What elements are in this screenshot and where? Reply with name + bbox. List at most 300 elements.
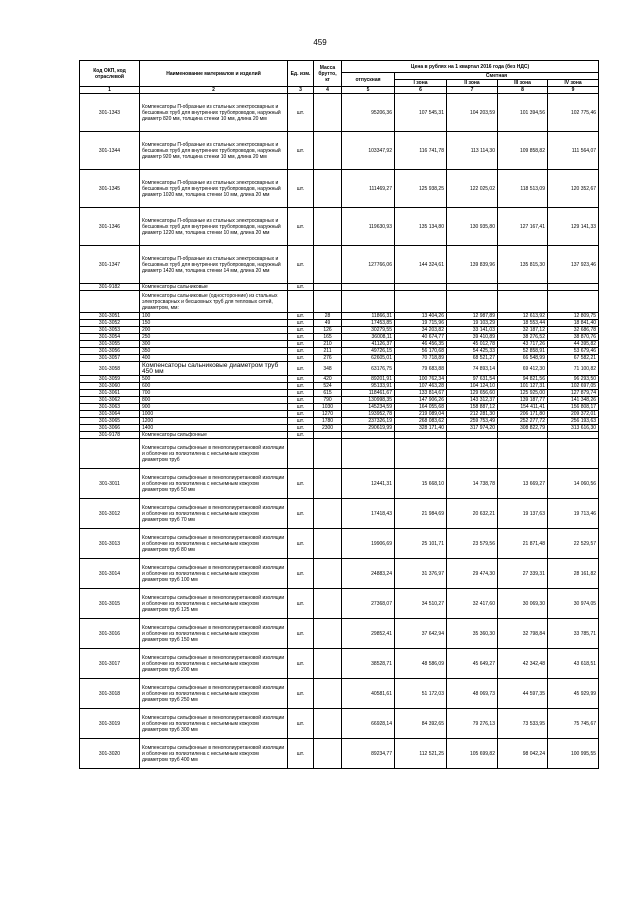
cell-zone1-price <box>395 284 447 291</box>
cell-name: Компенсаторы П-образные из стальных электросварных и бесшовных труб для внутренних трубопроводов, наружный диаметр 1220 мм, толщина стенки 10 мм, длина 20 мм <box>140 208 288 246</box>
cell-code: 301-3065 <box>80 418 140 425</box>
cell-zone3-price: 38 276,52 <box>498 334 548 341</box>
cell-unit: шт. <box>288 132 314 170</box>
cell-mass: 1030 <box>314 404 342 411</box>
cell-unit: шт. <box>288 170 314 208</box>
cell-unit: шт. <box>288 709 314 739</box>
cell-zone1-price: 13 404,26 <box>395 313 447 320</box>
cell-zone1-price: 34 203,82 <box>395 327 447 334</box>
cell-zone3-price: 98 042,24 <box>498 739 548 769</box>
cell-zone1-price: 133 814,67 <box>395 390 447 397</box>
cell-zone3-price: 135 815,30 <box>498 246 548 284</box>
cell-code: 301-1347 <box>80 246 140 284</box>
cell-mass: 1270 <box>314 411 342 418</box>
table-row <box>80 383 599 390</box>
cell-name: Компенсаторы сильфонные в пенополиуретановой изоляции и оболочке из полиэтилена с несъемным кожухом диаметром труб 300 мм <box>140 709 288 739</box>
cell-zone1-price: 40 674,77 <box>395 334 447 341</box>
cell-name: 800 <box>140 397 288 404</box>
cell-name: Компенсаторы П-образные из стальных электросварных и бесшовных труб для внутренних трубопроводов, наружный диаметр 920 мм, толщина стенки 10 мм, длина 20 мм <box>140 132 288 170</box>
cell-zone4-price: 156 808,17 <box>548 404 599 411</box>
cell-zone2-price: 39 410,89 <box>447 334 498 341</box>
cell-code: 301-1345 <box>80 170 140 208</box>
column-number: 7 <box>447 87 498 94</box>
table-row <box>80 739 599 769</box>
column-number: 5 <box>342 87 395 94</box>
cell-code: 301-3019 <box>80 709 140 739</box>
cell-zone4-price: 129 141,33 <box>548 208 599 246</box>
cell-name: 400 <box>140 355 288 362</box>
cell-zone3-price <box>498 284 548 291</box>
cell-code: 301-3014 <box>80 559 140 589</box>
cell-zone1-price: 56 170,68 <box>395 348 447 355</box>
column-number: 1 <box>80 87 140 94</box>
cell-mass: 165 <box>314 334 342 341</box>
table-row <box>80 362 599 376</box>
cell-release-price: 41126,37 <box>342 341 395 348</box>
table-row <box>80 355 599 362</box>
cell-zone3-price: 18 553,44 <box>498 320 548 327</box>
cell-mass <box>314 246 342 284</box>
table-row <box>80 499 599 529</box>
cell-release-price: 119630,93 <box>342 208 395 246</box>
cell-zone2-price: 35 360,30 <box>447 619 498 649</box>
cell-code: 301-1346 <box>80 208 140 246</box>
cell-unit: шт. <box>288 383 314 390</box>
header-name: Наименование материалов и изделий <box>140 61 288 87</box>
cell-zone1-price: 164 055,68 <box>395 404 447 411</box>
header-price-group: Цена в рублях на 1 квартал 2016 года (без НДС) <box>342 61 599 73</box>
cell-zone1-price <box>395 439 447 469</box>
cell-mass <box>314 170 342 208</box>
cell-zone4-price: 44 395,82 <box>548 341 599 348</box>
cell-name: Компенсаторы сильфонные в пенополиуретановой изоляции и оболочке из полиэтилена с несъемным кожухом диаметром труб 125 мм <box>140 589 288 619</box>
cell-mass: 49 <box>314 320 342 327</box>
cell-mass <box>314 529 342 559</box>
cell-release-price: 12441,31 <box>342 469 395 499</box>
cell-zone4-price: 100 995,55 <box>548 739 599 769</box>
header-zone-2: II зона <box>447 80 498 87</box>
cell-zone4-price: 102 697,05 <box>548 383 599 390</box>
cell-zone1-price: 135 134,80 <box>395 208 447 246</box>
cell-mass <box>314 439 342 469</box>
table-row <box>80 559 599 589</box>
cell-zone1-price: 116 741,78 <box>395 132 447 170</box>
table-row <box>80 529 599 559</box>
cell-unit: шт. <box>288 246 314 284</box>
cell-zone4-price: 102 775,46 <box>548 94 599 132</box>
cell-code: 301-3015 <box>80 589 140 619</box>
cell-unit: шт. <box>288 404 314 411</box>
cell-mass <box>314 709 342 739</box>
cell-mass <box>314 649 342 679</box>
cell-zone1-price: 147 906,26 <box>395 397 447 404</box>
cell-code: 301-3020 <box>80 739 140 769</box>
cell-release-price: 19906,69 <box>342 529 395 559</box>
cell-zone4-price: 53 679,46 <box>548 348 599 355</box>
cell-name: Компенсаторы сильфонные в пенополиуретановой изоляции и оболочке из полиэтилена с несъемным кожухом диаметром труб 400 мм <box>140 739 288 769</box>
cell-zone2-price: 104 203,59 <box>447 94 498 132</box>
cell-code: 301-3054 <box>80 334 140 341</box>
cell-name: 1000 <box>140 411 288 418</box>
table-row <box>80 709 599 739</box>
cell-release-price: 38528,71 <box>342 649 395 679</box>
cell-unit: шт. <box>288 341 314 348</box>
cell-zone2-price: 317 974,20 <box>447 425 498 432</box>
cell-release-price: 89201,91 <box>342 376 395 383</box>
cell-name: Компенсаторы сальниковые (односторонние) из стальных электросварных и бесшовных труб для тепловых сетей, диаметром, мм: <box>140 291 288 313</box>
cell-unit: шт. <box>288 362 314 376</box>
cell-unit: шт. <box>288 355 314 362</box>
cell-zone3-price <box>498 291 548 313</box>
cell-zone2-price: 79 276,13 <box>447 709 498 739</box>
cell-zone3-price: 13 669,27 <box>498 469 548 499</box>
cell-unit: шт. <box>288 348 314 355</box>
cell-release-price: 193952,78 <box>342 411 395 418</box>
cell-code: 301-3012 <box>80 499 140 529</box>
cell-zone2-price: 33 141,03 <box>447 327 498 334</box>
cell-zone1-price: 107 545,31 <box>395 94 447 132</box>
cell-code <box>80 439 140 469</box>
cell-code: 301-3062 <box>80 397 140 404</box>
cell-zone1-price: 112 521,25 <box>395 739 447 769</box>
cell-zone4-price: 32 686,78 <box>548 327 599 334</box>
header-zone-3: III зона <box>498 80 548 87</box>
cell-zone3-price <box>498 439 548 469</box>
cell-zone3-price: 43 717,26 <box>498 341 548 348</box>
cell-zone4-price: 18 841,40 <box>548 320 599 327</box>
cell-code: 301-3017 <box>80 649 140 679</box>
header-mass: Масса брутто, кг <box>314 61 342 87</box>
cell-zone2-price: 129 656,60 <box>447 390 498 397</box>
cell-zone1-price: 107 463,28 <box>395 383 447 390</box>
cell-zone4-price: 209 372,01 <box>548 411 599 418</box>
cell-unit: шт. <box>288 208 314 246</box>
cell-zone1-price: 268 083,62 <box>395 418 447 425</box>
cell-zone1-price: 84 392,65 <box>395 709 447 739</box>
table-row <box>80 327 599 334</box>
cell-zone3-price: 101 394,56 <box>498 94 548 132</box>
cell-mass <box>314 589 342 619</box>
header-release: отпускная <box>342 73 395 87</box>
cell-unit <box>288 439 314 469</box>
cell-name: Компенсаторы сильфонные в пенополиуретановой изоляции и оболочке из полиэтилена с несъемным кожухом диаметром труб 150 мм <box>140 619 288 649</box>
cell-zone3-price: 30 069,30 <box>498 589 548 619</box>
cell-zone4-price: 19 713,46 <box>548 499 599 529</box>
header-estimate: Сметная <box>395 73 599 80</box>
cell-zone2-price <box>447 432 498 439</box>
cell-mass <box>314 432 342 439</box>
cell-zone2-price: 23 579,56 <box>447 529 498 559</box>
cell-zone4-price <box>548 291 599 313</box>
table-row <box>80 589 599 619</box>
cell-name: Компенсаторы сильфонные в пенополиуретановой изоляции и оболочке из полиэтилена с несъемным кожухом диаметром труб 70 мм <box>140 499 288 529</box>
table-row <box>80 208 599 246</box>
cell-zone3-price: 118 513,09 <box>498 170 548 208</box>
cell-zone2-price: 14 738,78 <box>447 469 498 499</box>
cell-zone1-price: 19 715,96 <box>395 320 447 327</box>
cell-release-price: 103347,92 <box>342 132 395 170</box>
cell-release-price: 95206,36 <box>342 94 395 132</box>
cell-unit: шт. <box>288 320 314 327</box>
cell-zone3-price: 94 821,56 <box>498 376 548 383</box>
table-row <box>80 411 599 418</box>
cell-zone3-price: 109 858,82 <box>498 132 548 170</box>
cell-zone2-price: 139 839,96 <box>447 246 498 284</box>
cell-zone2-price: 105 699,82 <box>447 739 498 769</box>
cell-release-price: 63176,75 <box>342 362 395 376</box>
cell-zone1-price: 70 718,89 <box>395 355 447 362</box>
cell-mass <box>314 94 342 132</box>
cell-zone2-price: 45 649,27 <box>447 649 498 679</box>
cell-mass: 790 <box>314 397 342 404</box>
cell-unit: шт. <box>288 529 314 559</box>
cell-zone2-price: 20 632,21 <box>447 499 498 529</box>
cell-name: 1400 <box>140 425 288 432</box>
cell-unit: шт. <box>288 432 314 439</box>
cell-zone2-price: 54 425,33 <box>447 348 498 355</box>
cell-zone3-price: 12 613,92 <box>498 313 548 320</box>
cell-release-price: 30279,55 <box>342 327 395 334</box>
cell-mass: 2300 <box>314 425 342 432</box>
cell-zone1-price: 328 171,40 <box>395 425 447 432</box>
page-number: 459 <box>313 38 327 47</box>
cell-zone4-price: 12 809,75 <box>548 313 599 320</box>
cell-release-price: 36008,11 <box>342 334 395 341</box>
cell-mass <box>314 619 342 649</box>
cell-zone2-price: 259 753,49 <box>447 418 498 425</box>
table-row <box>80 334 599 341</box>
table-row <box>80 170 599 208</box>
cell-zone4-price: 28 161,82 <box>548 559 599 589</box>
cell-zone4-price: 75 745,67 <box>548 709 599 739</box>
cell-release-price <box>342 432 395 439</box>
cell-zone2-price: 113 114,30 <box>447 132 498 170</box>
cell-zone3-price: 73 533,95 <box>498 709 548 739</box>
cell-unit: шт. <box>288 327 314 334</box>
table-row <box>80 94 599 132</box>
cell-zone4-price <box>548 432 599 439</box>
column-number: 6 <box>395 87 447 94</box>
cell-zone2-price: 212 281,30 <box>447 411 498 418</box>
cell-name: 300 <box>140 341 288 348</box>
cell-zone2-price: 29 474,30 <box>447 559 498 589</box>
cell-release-price: 145234,59 <box>342 404 395 411</box>
table-row <box>80 284 599 291</box>
cell-zone3-price: 52 858,91 <box>498 348 548 355</box>
header-code: Код ОКП, код отраслевой <box>80 61 140 87</box>
column-number: 3 <box>288 87 314 94</box>
cell-zone2-price: 12 987,89 <box>447 313 498 320</box>
cell-unit: шт. <box>288 499 314 529</box>
column-number: 9 <box>548 87 599 94</box>
cell-release-price <box>342 439 395 469</box>
cell-zone4-price: 141 348,26 <box>548 397 599 404</box>
cell-code: 301-1344 <box>80 132 140 170</box>
cell-code: 301-3066 <box>80 425 140 432</box>
cell-name: Компенсаторы П-образные из стальных электросварных и бесшовных труб для внутренних трубопроводов, наружный диаметр 1020 мм, толщина стенки 10 мм, длина 20 мм <box>140 170 288 208</box>
cell-zone4-price <box>548 439 599 469</box>
table-row <box>80 418 599 425</box>
cell-zone4-price: 43 618,51 <box>548 649 599 679</box>
cell-code: 301-1343 <box>80 94 140 132</box>
cell-zone4-price: 96 293,50 <box>548 376 599 383</box>
cell-zone2-price: 48 069,73 <box>447 679 498 709</box>
cell-zone4-price: 14 060,56 <box>548 469 599 499</box>
cell-name: Компенсаторы сальниковые диаметром труб 450 мм <box>140 362 288 376</box>
table-row <box>80 246 599 284</box>
cell-zone2-price: 32 417,60 <box>447 589 498 619</box>
cell-zone4-price: 30 974,05 <box>548 589 599 619</box>
cell-zone1-price: 37 642,94 <box>395 619 447 649</box>
cell-name: 250 <box>140 334 288 341</box>
column-number: 2 <box>140 87 288 94</box>
table-row <box>80 320 599 327</box>
cell-code: 301-3059 <box>80 376 140 383</box>
cell-release-price: 130998,35 <box>342 397 395 404</box>
cell-zone3-price: 32 798,84 <box>498 619 548 649</box>
cell-release-price: 49726,15 <box>342 348 395 355</box>
cell-unit: шт. <box>288 376 314 383</box>
table-row <box>80 397 599 404</box>
cell-zone4-price: 71 100,82 <box>548 362 599 376</box>
cell-code <box>80 291 140 313</box>
cell-code: 301-3057 <box>80 355 140 362</box>
header-unit: Ед. изм. <box>288 61 314 87</box>
header-zone-4: IV зона <box>548 80 599 87</box>
cell-code: 301-3064 <box>80 411 140 418</box>
cell-release-price: 17418,43 <box>342 499 395 529</box>
cell-name: 100 <box>140 313 288 320</box>
cell-zone2-price: 97 631,54 <box>447 376 498 383</box>
cell-unit: шт. <box>288 739 314 769</box>
table-row <box>80 679 599 709</box>
cell-unit: шт. <box>288 313 314 320</box>
cell-zone4-price: 256 193,63 <box>548 418 599 425</box>
cell-unit <box>288 291 314 313</box>
cell-zone1-price: 100 762,34 <box>395 376 447 383</box>
cell-mass: 28 <box>314 313 342 320</box>
cell-release-price: 40581,61 <box>342 679 395 709</box>
cell-zone1-price: 51 172,03 <box>395 679 447 709</box>
cell-zone2-price: 45 012,78 <box>447 341 498 348</box>
cell-release-price: 127766,06 <box>342 246 395 284</box>
cell-release-price <box>342 284 395 291</box>
cell-code: 301-9182 <box>80 284 140 291</box>
cell-zone1-price <box>395 432 447 439</box>
table-row <box>80 439 599 469</box>
table-row <box>80 341 599 348</box>
cell-code: 301-3016 <box>80 619 140 649</box>
cell-code: 301-3061 <box>80 390 140 397</box>
cell-name: Компенсаторы сильфонные в пенополиуретановой изоляции и оболочке из полиэтилена с несъемным кожухом диаметром труб <box>140 439 288 469</box>
cell-zone1-price: 31 376,97 <box>395 559 447 589</box>
cell-unit: шт. <box>288 619 314 649</box>
cell-name: 700 <box>140 390 288 397</box>
cell-mass <box>314 499 342 529</box>
cell-release-price: 118461,67 <box>342 390 395 397</box>
header-zone-1: I зона <box>395 80 447 87</box>
cell-release-price: 29852,41 <box>342 619 395 649</box>
cell-release-price: 17453,85 <box>342 320 395 327</box>
cell-release-price: 89234,77 <box>342 739 395 769</box>
cell-unit: шт. <box>288 94 314 132</box>
cell-zone2-price: 143 312,37 <box>447 397 498 404</box>
cell-zone3-price: 32 187,12 <box>498 327 548 334</box>
cell-zone3-price: 66 548,99 <box>498 355 548 362</box>
cell-name: 500 <box>140 376 288 383</box>
cell-zone3-price: 252 277,72 <box>498 418 548 425</box>
table-row <box>80 313 599 320</box>
cell-mass <box>314 559 342 589</box>
cell-name: Компенсаторы сильфонные в пенополиуретановой изоляции и оболочке из полиэтилена с несъемным кожухом диаметром труб 100 мм <box>140 559 288 589</box>
cell-zone3-price: 21 871,48 <box>498 529 548 559</box>
cell-mass <box>314 132 342 170</box>
cell-mass: 211 <box>314 348 342 355</box>
cell-zone3-price: 44 597,35 <box>498 679 548 709</box>
cell-mass <box>314 679 342 709</box>
cell-unit: шт. <box>288 390 314 397</box>
cell-name: 200 <box>140 327 288 334</box>
cell-zone2-price: 130 935,80 <box>447 208 498 246</box>
cell-zone1-price: 219 089,04 <box>395 411 447 418</box>
cell-release-price: 290619,99 <box>342 425 395 432</box>
cell-zone4-price: 45 929,99 <box>548 679 599 709</box>
cell-name: 900 <box>140 404 288 411</box>
column-number: 4 <box>314 87 342 94</box>
cell-name: Компенсаторы сильфонные в пенополиуретановой изоляции и оболочке из полиэтилена с несъемным кожухом диаметром труб 200 мм <box>140 649 288 679</box>
column-number: 8 <box>498 87 548 94</box>
cell-unit: шт. <box>288 284 314 291</box>
cell-zone3-price: 125 925,00 <box>498 390 548 397</box>
cell-release-price: 11866,31 <box>342 313 395 320</box>
cell-mass: 276 <box>314 355 342 362</box>
cell-zone4-price: 67 582,21 <box>548 355 599 362</box>
cell-release-price: 111469,27 <box>342 170 395 208</box>
cell-unit: шт. <box>288 411 314 418</box>
table-row <box>80 425 599 432</box>
cell-code: 301-3056 <box>80 348 140 355</box>
cell-code: 301-3058 <box>80 362 140 376</box>
cell-zone1-price: 48 586,09 <box>395 649 447 679</box>
table-row <box>80 619 599 649</box>
cell-zone4-price: 137 923,46 <box>548 246 599 284</box>
cell-zone3-price: 139 187,77 <box>498 397 548 404</box>
cell-zone3-price <box>498 432 548 439</box>
table-row <box>80 376 599 383</box>
cell-zone2-price <box>447 284 498 291</box>
cell-zone2-price: 158 887,12 <box>447 404 498 411</box>
cell-code: 301-3053 <box>80 327 140 334</box>
cell-zone1-price: 144 324,61 <box>395 246 447 284</box>
cell-zone2-price: 68 521,27 <box>447 355 498 362</box>
cell-release-price: 24883,24 <box>342 559 395 589</box>
cell-zone2-price: 74 893,14 <box>447 362 498 376</box>
cell-zone3-price: 101 127,31 <box>498 383 548 390</box>
cell-unit: шт. <box>288 679 314 709</box>
table-row <box>80 132 599 170</box>
table-row <box>80 291 599 313</box>
cell-zone3-price: 154 411,41 <box>498 404 548 411</box>
cell-zone4-price: 120 352,67 <box>548 170 599 208</box>
cell-zone1-price: 79 683,88 <box>395 362 447 376</box>
cell-name: Компенсаторы П-образные из стальных электросварных и бесшовных труб для внутренних трубопроводов, наружный диаметр 1420 мм, толщина стенки 14 мм, длина 20 мм <box>140 246 288 284</box>
table-row <box>80 432 599 439</box>
cell-name: 1200 <box>140 418 288 425</box>
cell-release-price: 66928,14 <box>342 709 395 739</box>
cell-name: Компенсаторы сальниковые <box>140 284 288 291</box>
cell-zone4-price: 313 616,30 <box>548 425 599 432</box>
cell-zone2-price: 19 103,29 <box>447 320 498 327</box>
